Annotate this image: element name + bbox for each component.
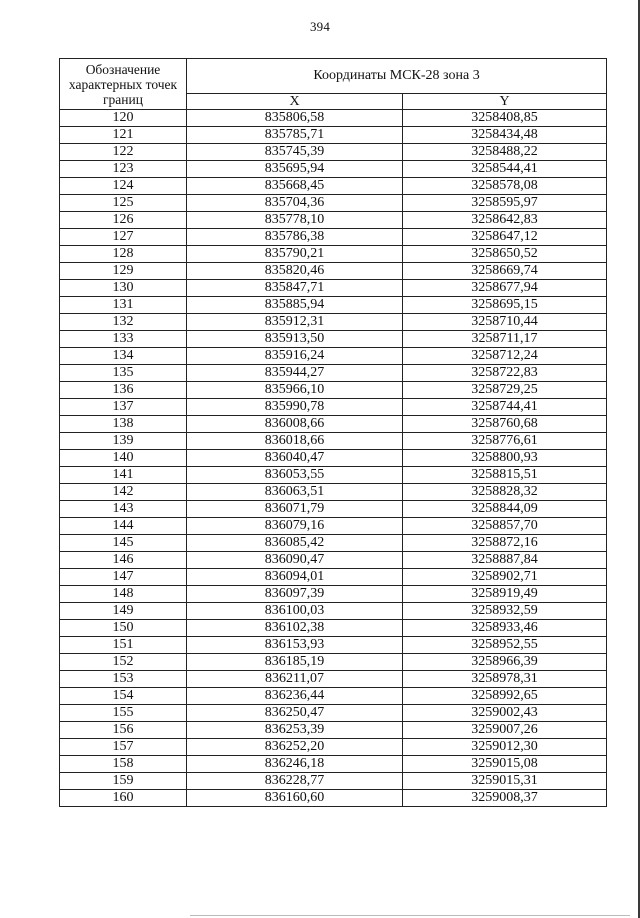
point-cell: 120 <box>60 110 187 127</box>
x-cell: 835695,94 <box>187 161 403 178</box>
table-row <box>60 637 607 654</box>
x-cell: 836018,66 <box>187 433 403 450</box>
point-cell: 151 <box>60 637 187 654</box>
table-row <box>60 518 607 535</box>
table-row <box>60 263 607 280</box>
coordinates-table <box>59 58 607 807</box>
table-row <box>60 433 607 450</box>
table-row <box>60 365 607 382</box>
x-cell: 835966,10 <box>187 382 403 399</box>
y-cell: 3258933,46 <box>403 620 607 637</box>
table-row <box>60 705 607 722</box>
table-row <box>60 620 607 637</box>
y-cell: 3258722,83 <box>403 365 607 382</box>
y-cell: 3258952,55 <box>403 637 607 654</box>
table-row <box>60 127 607 144</box>
x-cell: 836079,16 <box>187 518 403 535</box>
y-cell: 3259015,31 <box>403 773 607 790</box>
x-cell: 836040,47 <box>187 450 403 467</box>
table-row <box>60 297 607 314</box>
y-cell: 3258711,17 <box>403 331 607 348</box>
y-cell: 3258710,44 <box>403 314 607 331</box>
y-cell: 3258887,84 <box>403 552 607 569</box>
table-row <box>60 586 607 603</box>
y-cell: 3258966,39 <box>403 654 607 671</box>
y-cell: 3258872,16 <box>403 535 607 552</box>
x-cell: 836094,01 <box>187 569 403 586</box>
y-cell: 3258695,15 <box>403 297 607 314</box>
x-cell: 835806,58 <box>187 110 403 127</box>
x-cell: 836236,44 <box>187 688 403 705</box>
table-row <box>60 246 607 263</box>
x-cell: 836053,55 <box>187 467 403 484</box>
y-cell: 3258712,24 <box>403 348 607 365</box>
y-cell: 3258844,09 <box>403 501 607 518</box>
y-cell: 3258828,32 <box>403 484 607 501</box>
point-cell: 157 <box>60 739 187 756</box>
point-cell: 129 <box>60 263 187 280</box>
y-cell: 3258434,48 <box>403 127 607 144</box>
x-cell: 835912,31 <box>187 314 403 331</box>
point-cell: 135 <box>60 365 187 382</box>
table-row <box>60 314 607 331</box>
x-cell: 836097,39 <box>187 586 403 603</box>
point-cell: 156 <box>60 722 187 739</box>
x-cell: 836102,38 <box>187 620 403 637</box>
table-row <box>60 348 607 365</box>
y-cell: 3258729,25 <box>403 382 607 399</box>
y-cell: 3259007,26 <box>403 722 607 739</box>
table-row <box>60 756 607 773</box>
point-cell: 152 <box>60 654 187 671</box>
point-cell: 125 <box>60 195 187 212</box>
y-cell: 3258488,22 <box>403 144 607 161</box>
point-cell: 130 <box>60 280 187 297</box>
y-cell: 3259015,08 <box>403 756 607 773</box>
x-cell: 836090,47 <box>187 552 403 569</box>
table-row <box>60 382 607 399</box>
y-cell: 3258902,71 <box>403 569 607 586</box>
x-cell: 835944,27 <box>187 365 403 382</box>
x-cell: 836153,93 <box>187 637 403 654</box>
table-row <box>60 110 607 127</box>
x-cell: 835885,94 <box>187 297 403 314</box>
header-point-designation: Обозначение характерных точек границ <box>60 59 187 110</box>
x-cell: 835785,71 <box>187 127 403 144</box>
point-cell: 158 <box>60 756 187 773</box>
point-cell: 124 <box>60 178 187 195</box>
y-cell: 3259008,37 <box>403 790 607 807</box>
table-row <box>60 280 607 297</box>
y-cell: 3258815,51 <box>403 467 607 484</box>
scan-bottom-line <box>190 915 630 916</box>
point-cell: 147 <box>60 569 187 586</box>
table-row <box>60 161 607 178</box>
point-cell: 126 <box>60 212 187 229</box>
x-cell: 836228,77 <box>187 773 403 790</box>
y-cell: 3258595,97 <box>403 195 607 212</box>
x-cell: 836160,60 <box>187 790 403 807</box>
point-cell: 128 <box>60 246 187 263</box>
x-cell: 835847,71 <box>187 280 403 297</box>
point-cell: 137 <box>60 399 187 416</box>
point-cell: 131 <box>60 297 187 314</box>
point-cell: 144 <box>60 518 187 535</box>
x-cell: 836246,18 <box>187 756 403 773</box>
point-cell: 159 <box>60 773 187 790</box>
y-cell: 3259002,43 <box>403 705 607 722</box>
table-row <box>60 569 607 586</box>
x-cell: 835745,39 <box>187 144 403 161</box>
point-cell: 136 <box>60 382 187 399</box>
point-cell: 143 <box>60 501 187 518</box>
point-cell: 149 <box>60 603 187 620</box>
y-cell: 3258642,83 <box>403 212 607 229</box>
point-cell: 150 <box>60 620 187 637</box>
x-cell: 836211,07 <box>187 671 403 688</box>
x-cell: 836063,51 <box>187 484 403 501</box>
point-cell: 134 <box>60 348 187 365</box>
point-cell: 121 <box>60 127 187 144</box>
table-row <box>60 535 607 552</box>
table-row <box>60 773 607 790</box>
x-cell: 835913,50 <box>187 331 403 348</box>
x-cell: 836250,47 <box>187 705 403 722</box>
point-cell: 139 <box>60 433 187 450</box>
y-cell: 3258650,52 <box>403 246 607 263</box>
point-cell: 123 <box>60 161 187 178</box>
x-cell: 835990,78 <box>187 399 403 416</box>
point-cell: 142 <box>60 484 187 501</box>
y-cell: 3258408,85 <box>403 110 607 127</box>
header-coordinate-system: Координаты МСК-28 зона 3 <box>187 59 607 94</box>
table-body <box>60 110 607 807</box>
table-row <box>60 212 607 229</box>
table-row <box>60 450 607 467</box>
header-x: X <box>187 94 403 110</box>
table-row <box>60 603 607 620</box>
x-cell: 835790,21 <box>187 246 403 263</box>
x-cell: 835778,10 <box>187 212 403 229</box>
table-row <box>60 144 607 161</box>
y-cell: 3258544,41 <box>403 161 607 178</box>
x-cell: 836185,19 <box>187 654 403 671</box>
table-row <box>60 671 607 688</box>
table-row <box>60 229 607 246</box>
x-cell: 835668,45 <box>187 178 403 195</box>
table-row <box>60 790 607 807</box>
x-cell: 836252,20 <box>187 739 403 756</box>
page-number: 394 <box>309 19 331 34</box>
y-cell: 3258677,94 <box>403 280 607 297</box>
point-cell: 132 <box>60 314 187 331</box>
x-cell: 836008,66 <box>187 416 403 433</box>
point-cell: 138 <box>60 416 187 433</box>
point-cell: 154 <box>60 688 187 705</box>
y-cell: 3258800,93 <box>403 450 607 467</box>
x-cell: 835786,38 <box>187 229 403 246</box>
table-row <box>60 416 607 433</box>
point-cell: 140 <box>60 450 187 467</box>
table-row <box>60 722 607 739</box>
y-cell: 3258932,59 <box>403 603 607 620</box>
x-cell: 836085,42 <box>187 535 403 552</box>
y-cell: 3258578,08 <box>403 178 607 195</box>
y-cell: 3258669,74 <box>403 263 607 280</box>
table-row <box>60 654 607 671</box>
header-y: Y <box>403 94 607 110</box>
table-row <box>60 688 607 705</box>
point-cell: 153 <box>60 671 187 688</box>
y-cell: 3258919,49 <box>403 586 607 603</box>
point-cell: 145 <box>60 535 187 552</box>
x-cell: 836253,39 <box>187 722 403 739</box>
y-cell: 3258978,31 <box>403 671 607 688</box>
table-row <box>60 467 607 484</box>
y-cell: 3259012,30 <box>403 739 607 756</box>
point-cell: 133 <box>60 331 187 348</box>
y-cell: 3258776,61 <box>403 433 607 450</box>
table-row <box>60 331 607 348</box>
table-row <box>60 552 607 569</box>
x-cell: 836100,03 <box>187 603 403 620</box>
table-row <box>60 484 607 501</box>
point-cell: 141 <box>60 467 187 484</box>
point-cell: 148 <box>60 586 187 603</box>
y-cell: 3258992,65 <box>403 688 607 705</box>
table-row <box>60 195 607 212</box>
point-cell: 155 <box>60 705 187 722</box>
y-cell: 3258760,68 <box>403 416 607 433</box>
point-cell: 127 <box>60 229 187 246</box>
table-row <box>60 501 607 518</box>
table-row <box>60 178 607 195</box>
y-cell: 3258647,12 <box>403 229 607 246</box>
x-cell: 835916,24 <box>187 348 403 365</box>
point-cell: 160 <box>60 790 187 807</box>
table-row <box>60 399 607 416</box>
x-cell: 835820,46 <box>187 263 403 280</box>
x-cell: 835704,36 <box>187 195 403 212</box>
table-row <box>60 739 607 756</box>
point-cell: 122 <box>60 144 187 161</box>
y-cell: 3258744,41 <box>403 399 607 416</box>
point-cell: 146 <box>60 552 187 569</box>
y-cell: 3258857,70 <box>403 518 607 535</box>
x-cell: 836071,79 <box>187 501 403 518</box>
